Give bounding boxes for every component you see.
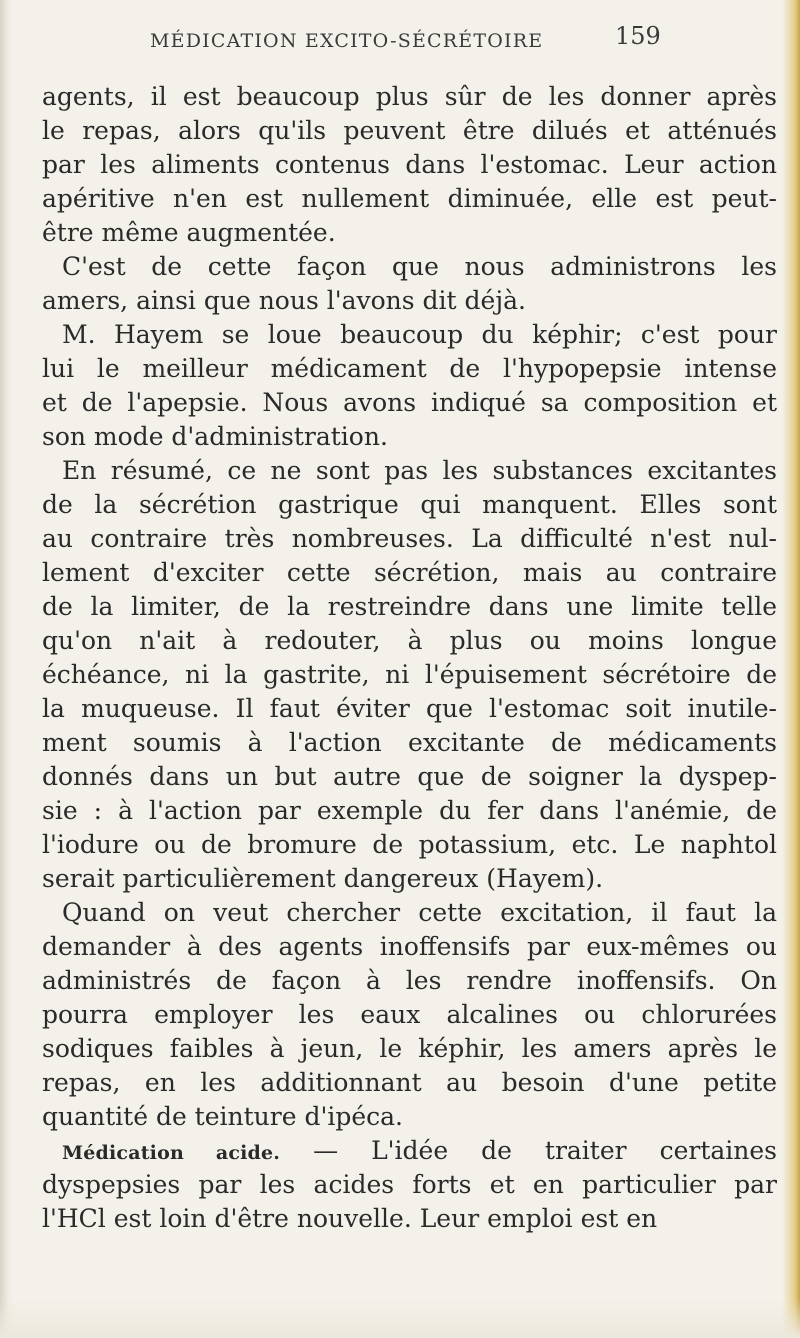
text-line: agents, il est beaucoup plus sûr de les donner après: [42, 82, 777, 111]
section-heading: Médication acide.: [62, 1142, 281, 1164]
text-line: la muqueuse. Il faut éviter que l'estomac soit inutile-: [42, 694, 777, 723]
text-line: demander à des agents inoffensifs par eux-mêmes ou: [42, 932, 777, 961]
page-gutter-shadow: [0, 0, 14, 1338]
text-line: dyspepsies par les acides forts et en particulier par: [42, 1170, 777, 1199]
page-number: 159: [615, 22, 661, 50]
body-text: [42, 80, 777, 1236]
text-line: pourra employer les eaux alcalines ou chlorurées: [42, 1000, 777, 1029]
section-first-line: [42, 1134, 777, 1168]
text-line: repas, en les additionnant au besoin d'une petite: [42, 1068, 777, 1097]
section-first-line-text: — L'idée de traiter certaines: [280, 1136, 777, 1165]
text-line: En résumé, ce ne sont pas les substances excitantes: [62, 456, 777, 485]
text-line: lement d'exciter cette sécrétion, mais au contraire: [42, 558, 777, 587]
text-line: M. Hayem se loue beaucoup du képhir; c'est pour: [62, 320, 777, 349]
text-line: serait particulièrement dangereux (Hayem).: [42, 864, 604, 893]
text-line: amers, ainsi que nous l'avons dit déjà.: [42, 286, 526, 315]
page-edge-right: [782, 0, 800, 1338]
text-line: son mode d'administration.: [42, 422, 388, 451]
text-line: donnés dans un but autre que de soigner la dyspep-: [42, 762, 777, 791]
text-line: ment soumis à l'action excitante de médicaments: [42, 728, 777, 757]
text-line: par les aliments contenus dans l'estomac. Leur action: [42, 150, 777, 179]
page-edge-bottom: [0, 1298, 800, 1338]
running-head: MÉDICATION EXCITO-SÉCRÉTOIRE: [150, 30, 544, 52]
text-line: apéritive n'en est nullement diminuée, elle est peut-: [42, 184, 777, 213]
text-line: et de l'apepsie. Nous avons indiqué sa composition et: [42, 388, 777, 417]
text-line: l'HCl est loin d'être nouvelle. Leur emploi est en: [42, 1204, 658, 1233]
text-line: C'est de cette façon que nous administrons les: [62, 252, 777, 281]
text-line: échéance, ni la gastrite, ni l'épuisement sécrétoire de: [42, 660, 777, 689]
text-line: lui le meilleur médicament de l'hypopepsie intense: [42, 354, 777, 383]
text-line: de la limiter, de la restreindre dans une limite telle: [42, 592, 777, 621]
text-line: sie : à l'action par exemple du fer dans l'anémie, de: [42, 796, 777, 825]
text-line: qu'on n'ait à redouter, à plus ou moins longue: [42, 626, 777, 655]
text-line: Quand on veut chercher cette excitation, il faut la: [62, 898, 777, 927]
text-line: administrés de façon à les rendre inoffensifs. On: [42, 966, 777, 995]
text-line: quantité de teinture d'ipéca.: [42, 1102, 403, 1131]
text-line: l'iodure ou de bromure de potassium, etc. Le naphtol: [42, 830, 777, 859]
text-line: le repas, alors qu'ils peuvent être dilués et atténués: [42, 116, 777, 145]
text-line: au contraire très nombreuses. La difficulté n'est nul-: [42, 524, 777, 553]
text-line: être même augmentée.: [42, 218, 336, 247]
text-line: de la sécrétion gastrique qui manquent. Elles sont: [42, 490, 777, 519]
text-line: sodiques faibles à jeun, le képhir, les amers après le: [42, 1034, 777, 1063]
